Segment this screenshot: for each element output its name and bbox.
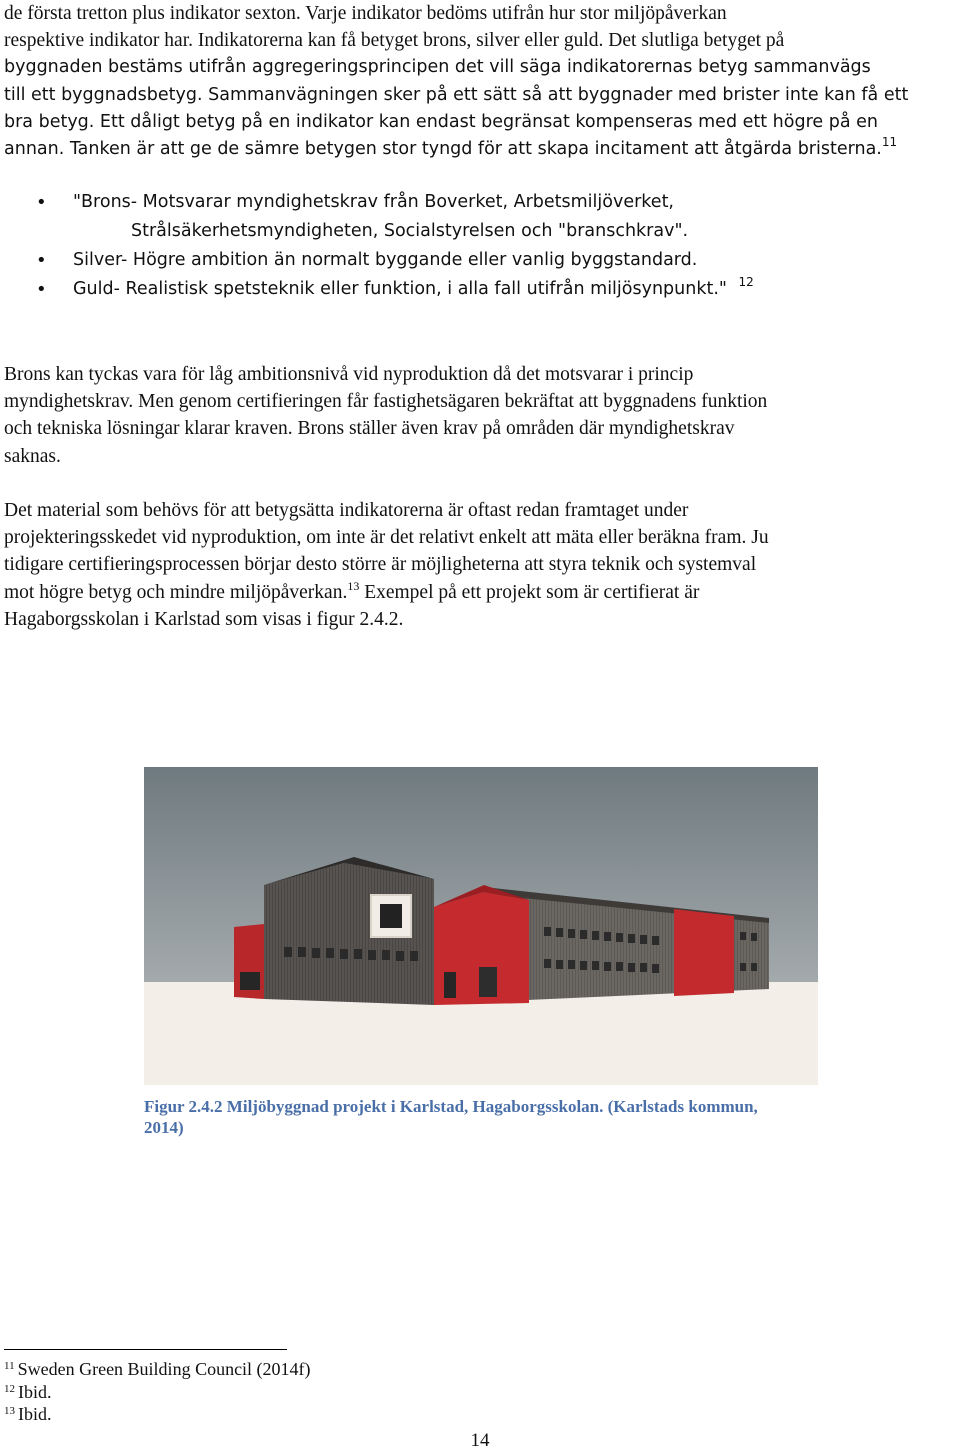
list-item-silver [0, 246, 960, 275]
text-line-content: Exempel på ett projekt som är certifierat är [359, 581, 700, 603]
text-line-content: annan. Tanken är att ge de sämre betygen stor tyngd för att skapa incitament att åtgärda bristerna. [4, 139, 882, 160]
building-illustration [144, 767, 818, 1085]
text-line [4, 136, 958, 163]
list-item-text-cont: Strålsäkerhetsmyndigheten, Socialstyrelsen och "branschkrav". [131, 221, 689, 241]
footnote-separator [4, 1349, 287, 1350]
caption-line: 2014) [144, 1118, 184, 1137]
text-line: tidigare certifieringsprocessen börjar desto större är möjligheterna att styra teknik och systemval [4, 554, 757, 576]
list-item-brons [0, 188, 960, 246]
footnote-13 [4, 1403, 311, 1426]
footnote-text: Ibid. [18, 1404, 52, 1424]
footnote-number: 11 [4, 1360, 15, 1372]
footnote-12 [4, 1381, 311, 1404]
school-building-image [144, 767, 818, 1085]
footnote-text: Sweden Green Building Council (2014f) [17, 1359, 311, 1379]
list-item-guld [0, 275, 960, 304]
footnote-text: Ibid. [18, 1381, 52, 1402]
caption-line: Figur 2.4.2 Miljöbyggnad projekt i Karlstad, Hagaborgsskolan. (Karlstads kommun, [144, 1097, 758, 1116]
text-line [4, 579, 958, 606]
footnotes [4, 1358, 311, 1426]
list-item-text: Guld- Realistisk spetsteknik eller funktion, i alla fall utifrån miljösynpunkt." [73, 279, 727, 299]
text-line: Det material som behövs för att betygsätta indikatorerna är oftast redan framtaget under [4, 500, 689, 521]
paragraph-brons [4, 361, 958, 470]
list-item-text: "Brons- Motsvarar myndighetskrav från Boverket, Arbetsmiljöverket, [73, 192, 674, 212]
text-line: myndighetskrav. Men genom certifieringen får fastighetsägaren bekräftat att byggnadens funktion [4, 391, 768, 413]
list-item-text: Silver- Högre ambition än normalt byggande eller vanlig byggstandard. [73, 250, 698, 270]
figure-caption [144, 1096, 804, 1138]
text-line: saknas. [4, 445, 61, 467]
page-number: 14 [470, 1430, 490, 1451]
footnote-number: 12 [4, 1382, 15, 1395]
text-line: projekteringsskedet vid nyproduktion, om inte är det relativt enkelt att mäta eller beräkna fram. Ju [4, 527, 769, 549]
text-line: Hagaborgsskolan i Karlstad som visas i figur 2.4.2. [4, 608, 404, 630]
paragraph-indicators [4, 0, 958, 163]
text-line: till ett byggnadsbetyg. Sammanvägningen sker på ett sätt så att byggnader med brister inte kan få ett [4, 84, 909, 105]
paragraph-material [4, 497, 958, 633]
text-line: Brons kan tyckas vara för låg ambitionsnivå vid nyproduktion då det motsvarar i princip [4, 364, 694, 385]
footnote-ref: 13 [347, 578, 360, 593]
text-line: respektive indikator har. Indikatorerna kan få betyget brons, silver eller guld. Det slutliga betyget på [4, 30, 785, 52]
text-line: bra betyg. Ett dåligt betyg på en indikator kan endast begränsat kompenseras med ett högre på en [4, 111, 878, 132]
footnote-ref: 12 [738, 275, 754, 289]
text-line-content: mot högre betyg och mindre miljöpåverkan. [4, 581, 348, 603]
text-line: de första tretton plus indikator sexton. Varje indikator bedöms utifrån hur stor miljöpåverkan [4, 3, 727, 24]
footnote-11 [4, 1358, 311, 1381]
grade-levels-list [0, 188, 960, 304]
footnote-ref: 11 [881, 135, 898, 150]
footnote-number: 13 [4, 1405, 15, 1417]
text-line: byggnaden bestäms utifrån aggregeringsprincipen det vill säga indikatorernas betyg sammanvägs [4, 57, 871, 78]
text-line: och tekniska lösningar klarar kraven. Brons ställer även krav på områden där myndighetskrav [4, 418, 735, 440]
